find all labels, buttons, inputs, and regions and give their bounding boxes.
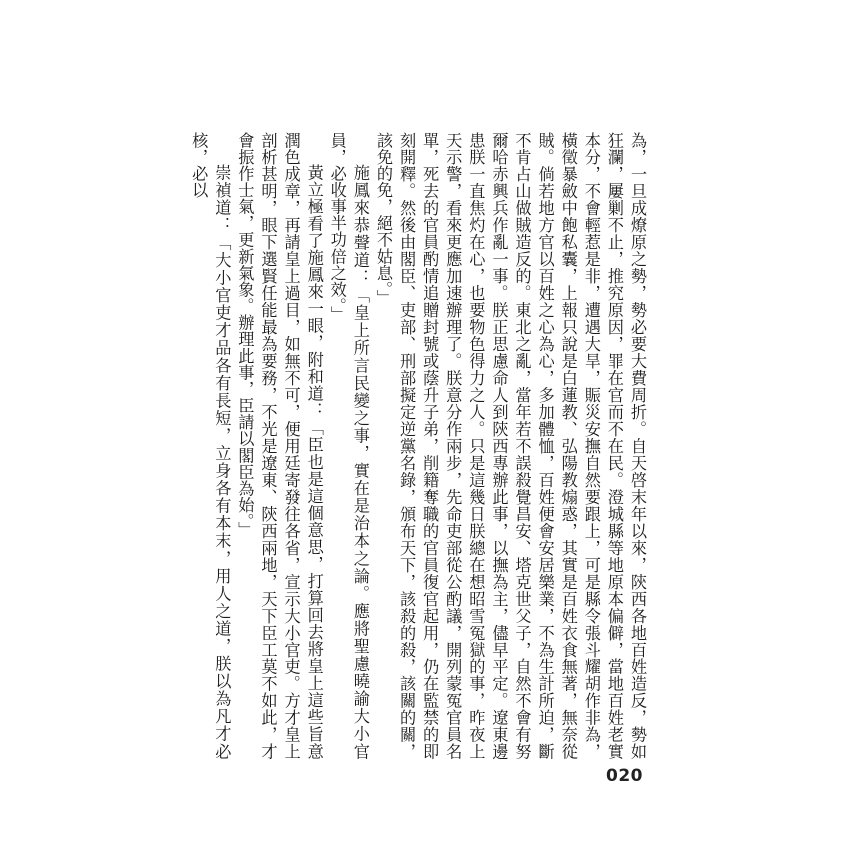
vertical-text-body [189,132,649,760]
paragraph-2: 施鳳來恭聲道：「皇上所言民變之事，實在是治本之論。應將聖慮曉諭大小官員，必收事半功倍之效。」 [327,132,370,760]
page-number: 020 [606,766,643,786]
paragraph-4: 崇禎道：「大小官吏才品各有長短，立身各有本末，用人之道，朕以為凡才必核，必以 [189,132,232,760]
paragraph-3: 黃立極看了施鳳來一眼，附和道：「臣也是這個意思，打算回去將皇上這些旨意潤色成章，再請皇上過目，如無不可，便用廷寄發往各省，宣示大小官吏。方才皇上剖析甚明，眼下選賢任能最為要務，不光是遼東、陝西兩地，天下臣工莫不如此，才會振作士氣，更新氣象。辦理此事，臣請以閣臣為始。」 [235,132,324,760]
paragraph-1: 為，一旦成燎原之勢，勢必要大費周折。自天啓末年以來，陝西各地百姓造反，勢如狂瀾，屢剿不止，推究原因，罪在官而不在民。澄城縣等地原本偏僻，當地百姓老實本分，不會輕惹是非，遭遇大旱，賑災安撫自然要跟上，可是縣令張斗耀胡作非為，橫徵暴斂中飽私囊，上報只說是白蓮教、弘陽教煽惑，其實是百姓衣食無著，無奈從賊。倘若地方官以百姓之心為心，多加體恤，百姓便會安居樂業，不為生計所迫，斷不肯占山做賊造反的。東北之亂，當年若不誤殺覺昌安、塔克世父子，自然不會有努爾哈赤興兵作亂一事。朕正思慮命人到陝西專辦此事，以撫為主，儘早平定。遼東邊患朕一直焦灼在心，也要物色得力之人。只是這幾日朕總在想昭雪冤獄的事，昨夜上天示警，看來更應加速辦理了。朕意分作兩步，先命吏部從公酌議，開列蒙冤官員名單，死去的官員酌情追贈封號或蔭升子弟，削籍奪職的官員復官起用，仍在監禁的即刻開釋。然後由閣臣、吏部、刑部擬定逆黨名錄，頒布天下，該殺的殺，該關的關，該免的免，絕不姑息。」 [373,132,647,760]
